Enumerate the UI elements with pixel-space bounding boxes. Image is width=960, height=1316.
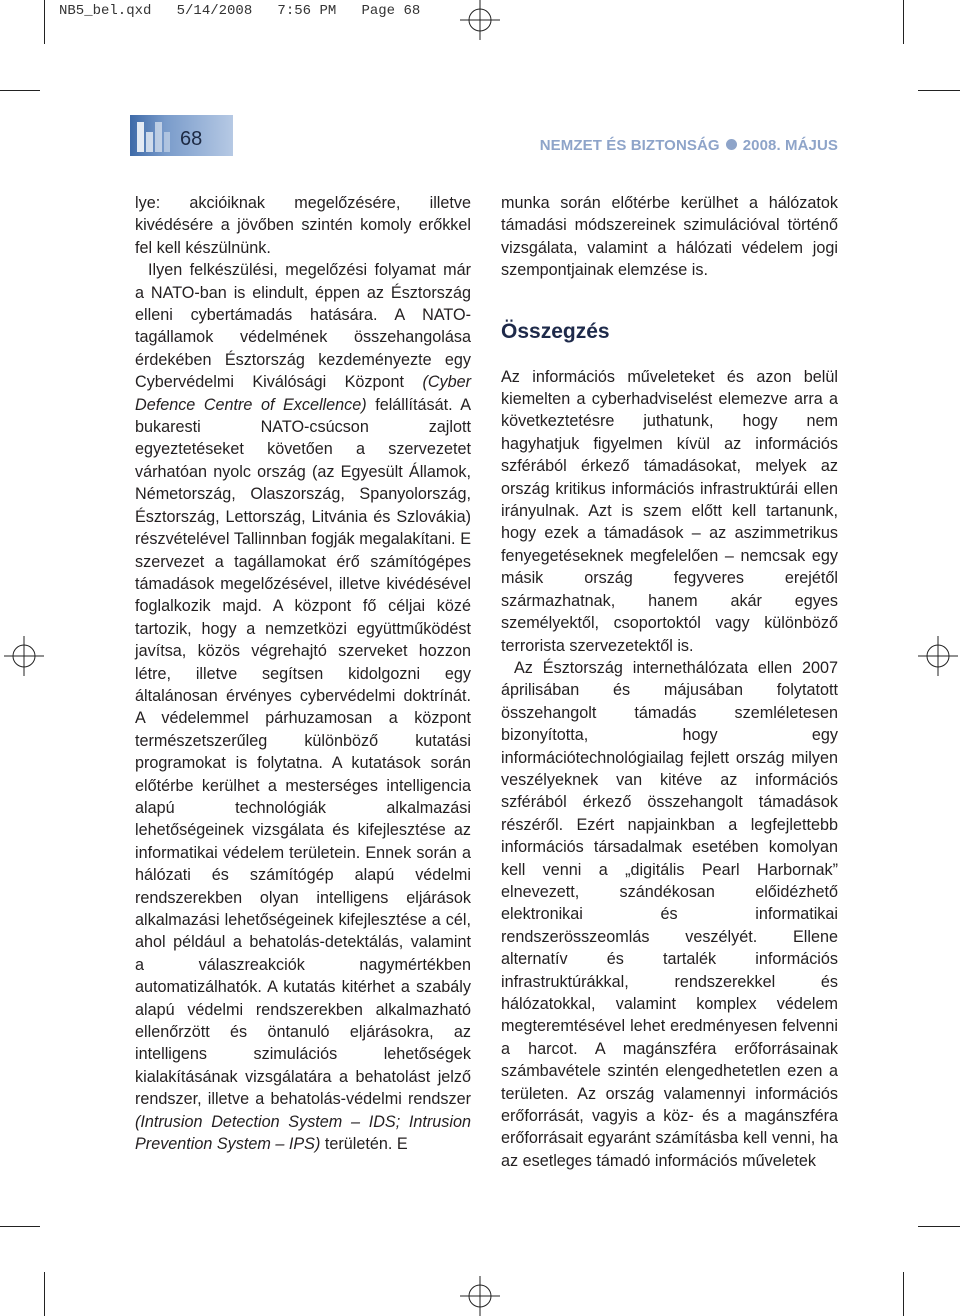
paragraph-summary-1: Az információs műveleteket és azon belül kiemelten a cyberhadviselést elemezve arra a következtetésre juthatunk, hogy nem hagyhatjuk figyelmen kívül az információs szférából érkező támadásokat, melyek az ország kritikus információs infrastruktúrái ellen irányulnak. Azt is szem előtt kell tartanunk, hogy ezek a támadások – az aszimmetrikus fenyegetéseknek megfelelően – nemcsak egy másik ország fegyveres erejétől származhatnak, hanem akár egyes személyektől, csoportoktól vagy különböző terrorista szervezetektől is. [501,367,838,655]
printer-slug: NB5_bel.qxd 5/14/2008 7:56 PM Page 68 [59,3,421,19]
registration-mark-bottom-icon [460,1276,500,1316]
cyber-defence-centre-term: (Cyber Defence Centre of Excellence) [135,373,472,414]
left-column [135,192,471,1155]
crop-mark-bottom-left-h [0,1226,40,1227]
registration-mark-right-icon [918,636,958,676]
paragraph-summary-2: Az Észtország internethálózata ellen 2007 áprilisában és májusában folytatott összehangolt támadás szemléletesen bizonyította, hogy egy információtechnológiailag fejlett ország milyen veszélyeknek van kitéve az információs szférából érkező összehangolt támadások részéről. Ezért napjainkban a legfejlettebb információs társadalmak esetében komolyan kell venni a „digitális Pearl Harbornak” elnevezett, szándékosan előidézhető elektronikai és informatikai rendszerösszeomlás veszélyét. Ellene alternatív és tartalék információs infrastruktúrákkal, rendszerekkel és hálózatokkal, valamint komplex védelem megteremtésével lehet eredményesen felvenni a harcot. A magánszféra erőforrásainak számbavétele szintén elengedhetetlen ezen a területen. Az ország valamennyi információs erőforrását, vagyis a köz- és a magánszféra erőforrásait egyaránt számításba kell venni, ha az esetleges támadó információs műveletek [501,658,838,1170]
crop-mark-top-right-h [918,90,960,91]
paragraph-nato [135,259,471,1155]
bullet-dot-icon [726,139,737,150]
crop-mark-bottom-left-v [44,1272,45,1316]
running-head-title: NEMZET ÉS BIZTONSÁG [539,137,720,154]
crop-mark-top-right-v [903,0,904,44]
ids-ips-term: (Intrusion Detection System – IDS; Intrusion Prevention System – IPS) [135,1112,471,1154]
right-column [501,192,838,1172]
crop-mark-bottom-right-v [903,1272,904,1316]
crop-mark-top-left-h [0,90,40,91]
paragraph-nato-text: Ilyen felkészülési, megelőzési folyamat már a NATO-ban is elindult, éppen az Észtország elleni cybertámadás hatására. A NATO-tagállamok védelmének összehangolása érdekében Észtország kezdeményezte egy Cybervédelmi Kiválósági Központ [135,261,471,392]
running-head-date: 2008. MÁJUS [742,137,838,154]
paragraph-continued: lye: akcióiknak megelőzésére, illetve kivédésére a jövőben szintén komoly erőkkel fel kell készülnünk. [135,194,471,257]
paragraph-nato-text-2: felállítását. A bukaresti NATO-csúcson zajlott egyeztetéseket követően a szervezetet várhatóan nyolc ország (az Egyesült Államok, Németország, Olaszország, Spanyolország, Észtország, Lettország, Litvánia és Szlovákia) részvételével Tallinnban fogják megalakítani. E szervezet a tagállamokat érő számítógépes támadások megelőzésével, illetve kivédésével foglalkozik majd. A központ fő céljai közé tartozik, hogy a nemzetközi együttműködést javítsa, közös végrehajtó szerveket hozzon létre, illetve segítsen kidolgozni egy általánosan érvényes cybervédelmi doktrínát. A védelemmel párhuzamosan a központ természetszerűleg különböző kutatási programokat is folytatna. A kutatások során előtérbe kerülhet a mesterséges intelligencia alapú technológiák alkalmazási lehetőségeinek vizsgálata és kifejlesztése az informatikai védelem területein. Ennek során a hálózati és számítógép alapú védelmi rendszerekben olyan intelligens eljárások alkalmazási lehetőségeinek kifejlesztése a cél, ahol például a behatolás-detektálás, valamint a válaszreakciók nagymértékben automatizálhatók. A kutatás kitérhet a szabály alapú védelmi rendszerekben alkalmazható ellenőrzött és öntanuló eljárásokra, az intelligens szimulációs lehetőségek kialakításának vizsgálatára a behatolást jelző rendszer, illetve a behatolás-védelmi rendszer [135,395,472,1109]
registration-mark-left-icon [4,636,44,676]
registration-mark-top-icon [460,0,500,40]
section-heading: Összegzés [501,319,610,343]
crop-mark-top-left-v [44,0,45,44]
page-number: 68 [180,128,203,150]
paragraph-nato-end: területén. E [324,1135,408,1154]
nb-logo-icon [133,116,173,156]
paragraph-continued-right: munka során előtérbe kerülhet a hálózatok támadási módszereinek szimulációval történő vizsgálata, valamint a hálózati védelem jogi szempontjainak elemzése is. [501,194,838,280]
crop-mark-bottom-right-h [918,1226,960,1227]
running-head [540,137,838,154]
